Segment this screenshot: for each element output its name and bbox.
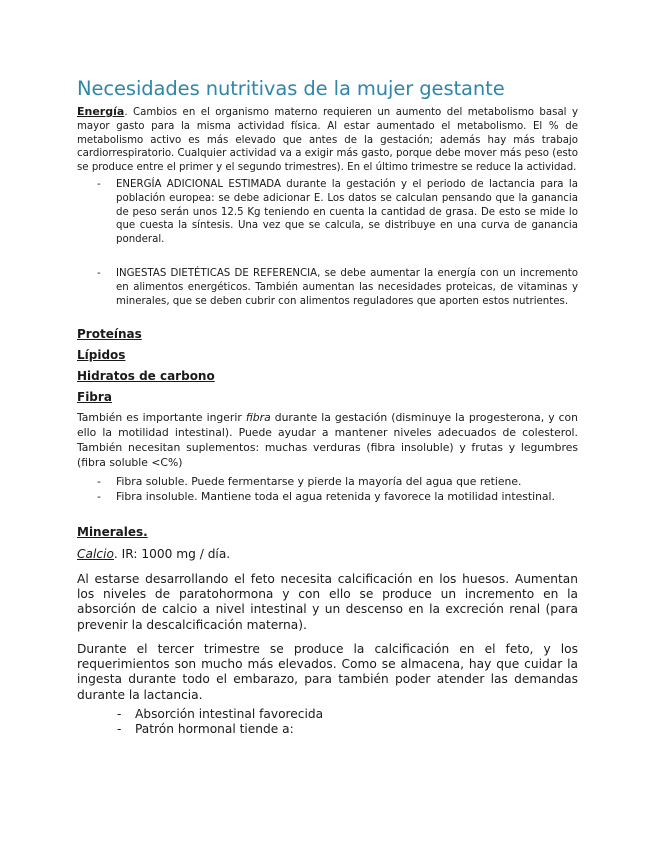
list-item: [77, 474, 578, 489]
hidratos-heading: Hidratos de carbono: [77, 369, 215, 384]
energia-bullet-2: INGESTAS DIETÉTICAS DE REFERENCIA, se debe aumentar la energía con un incremento en alimentos energéticos. También aumentan las necesidades proteicas, de vitaminas y minerales, que se deben cubrir con alimentos reguladores que aporten estos nutrientes.: [116, 267, 578, 307]
energia-list: [77, 178, 578, 308]
lipidos-heading: Lípidos: [77, 348, 126, 363]
dash-bullet-icon: -: [117, 722, 122, 737]
dash-bullet-icon: -: [97, 475, 101, 489]
calcio-line: [77, 547, 578, 562]
fibra-paragraph: [77, 410, 578, 470]
minerales-section: [77, 547, 578, 737]
minerales-bullet-1: Absorción intestinal favorecida: [135, 707, 324, 722]
fibra-section: [77, 410, 578, 504]
document-page: [77, 76, 578, 738]
minerales-paragraph-2: Durante el tercer trimestre se produce la calcificación en el feto, y los requerimientos son mucho más elevados. Como se almacena, hay que cuidar la ingesta durante todo el embarazo, para también poder atender las demandas durante la lactancia.: [77, 641, 578, 702]
fibra-list: [77, 474, 578, 504]
fibra-heading: Fibra: [77, 390, 112, 405]
minerales-bullet-2: Patrón hormonal tiende a:: [135, 722, 294, 737]
energia-heading: Energía: [77, 105, 125, 118]
energia-text: . Cambios en el organismo materno requieren un aumento del metabolismo basal y mayor gasto para la misma actividad física. Al estar aumentado el metabolismo. El % de metabolismo activo es más elevado que antes de la gestación; además hay más trabajo cardiorrespiratorio. Cualquier actividad va a exigir más gasto, porque debe mover más peso (esto se produce entre el primer y el segundo trimestres). En el último trimestre se reduce la actividad.: [77, 107, 578, 174]
list-item: [77, 178, 578, 247]
dash-bullet-icon: -: [97, 178, 101, 190]
energia-bullet-1: ENERGÍA ADICIONAL ESTIMADA durante la gestación y el periodo de lactancia para la población europea: se debe adicionar E. Los datos se calculan pensando que la ganancia de peso serán unos 12.5 Kg teniendo en cuenta la cantidad de grasa. De esto se mide lo que cuesta la síntesis. Una vez que se calcula, se distribuye en una curva de ganancia ponderal.: [116, 178, 578, 246]
fibra-text-italic: fibra: [245, 411, 271, 425]
dash-bullet-icon: -: [97, 490, 101, 504]
page-title: Necesidades nutritivas de la mujer gestante: [77, 77, 505, 100]
minerales-paragraph-1: Al estarse desarrollando el feto necesita calcificación en los huesos. Aumentan los niveles de paratohormona y con ello se produce un incremento en la absorción de calcio a nivel intestinal y un descenso en la excreción renal (para prevenir la descalcificación materna).: [77, 571, 578, 632]
minerales-heading: Minerales.: [77, 525, 148, 540]
fibra-bullet-2: Fibra insoluble. Mantiene toda el agua retenida y favorece la motilidad intestinal.: [116, 490, 555, 504]
list-item: [77, 722, 578, 737]
proteinas-heading: Proteínas: [77, 327, 142, 342]
list-item: [77, 707, 578, 722]
list-item: [77, 489, 578, 504]
fibra-text-pre: También es importante ingerir: [77, 411, 246, 425]
calcio-label: Calcio: [77, 547, 114, 562]
fibra-text-post: durante la gestación (disminuye la progesterona, y con ello la motilidad intestinal). Puede ayudar a mantener niveles adecuados de colesterol. También necesitan suplementos: muchas verduras (fibra insoluble) y frutas y legumbres (fibra soluble <C%): [77, 411, 578, 470]
dash-bullet-icon: -: [97, 267, 101, 279]
calcio-ir: . IR: 1000 mg / día.: [113, 547, 231, 562]
energia-paragraph: [77, 105, 578, 175]
dash-bullet-icon: -: [117, 707, 122, 722]
list-item: [77, 267, 578, 308]
energia-section: [77, 105, 578, 308]
fibra-bullet-1: Fibra soluble. Puede fermentarse y pierde la mayoría del agua que retiene.: [116, 475, 522, 489]
minerales-list: [77, 707, 578, 738]
